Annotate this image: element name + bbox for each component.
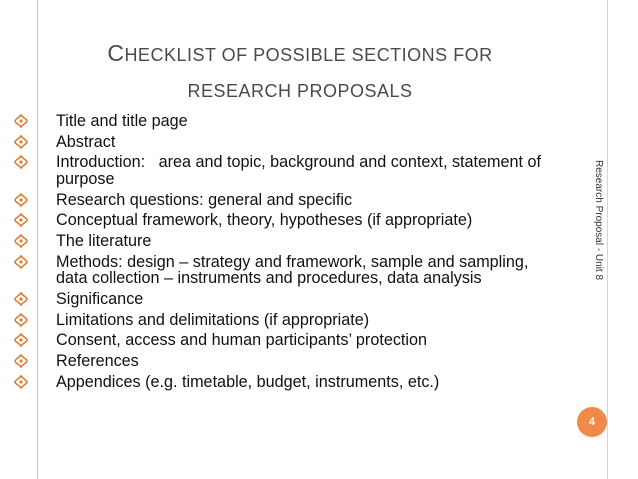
bullet-text: Consent, access and human participants’ protection xyxy=(56,331,428,350)
orange-flourish-icon xyxy=(14,333,28,347)
orange-flourish-icon xyxy=(14,255,28,269)
slide-title xyxy=(40,35,560,109)
bullet-item xyxy=(14,291,554,308)
side-label: Research Proposal - Unit 8 xyxy=(593,160,604,281)
orange-flourish-icon xyxy=(14,135,28,149)
orange-flourish-icon xyxy=(14,114,28,128)
bullet-text: The literature xyxy=(56,231,152,250)
frame-line-right xyxy=(607,0,608,479)
bullet-item xyxy=(14,374,554,391)
bullet-text: Appendices (e.g. timetable, budget, instruments, etc.) xyxy=(56,372,440,391)
bullet-item xyxy=(14,192,554,209)
orange-flourish-icon xyxy=(14,234,28,248)
orange-flourish-icon xyxy=(14,313,28,327)
bullet-item xyxy=(14,353,554,370)
bullet-text: References xyxy=(56,351,139,370)
bullet-text: Abstract xyxy=(56,132,116,151)
bullet-text: Conceptual framework, theory, hypotheses (if appropriate) xyxy=(56,211,473,230)
orange-flourish-icon xyxy=(14,354,28,368)
bullet-item xyxy=(14,113,554,130)
title-line-2: RESEARCH PROPOSALS xyxy=(187,81,413,101)
orange-flourish-icon xyxy=(14,375,28,389)
bullet-item xyxy=(14,332,554,349)
bullet-text: Title and title page xyxy=(56,112,188,130)
orange-flourish-icon xyxy=(14,193,28,207)
bullet-text: Introduction: area and topic, background and context, statement of purpose xyxy=(56,153,542,188)
title-cap: C xyxy=(107,40,125,66)
bullet-item xyxy=(14,233,554,250)
orange-flourish-icon xyxy=(14,213,28,227)
orange-flourish-icon xyxy=(14,292,28,306)
bullet-text: Limitations and delimitations (if appropriate) xyxy=(56,310,370,329)
bullet-item xyxy=(14,154,554,187)
bullet-item xyxy=(14,312,554,329)
orange-flourish-icon xyxy=(14,155,28,169)
bullet-text: Research questions: general and specific xyxy=(56,190,353,209)
page-number-badge xyxy=(577,407,607,437)
title-line-1-rest: HECKLIST OF POSSIBLE SECTIONS FOR xyxy=(124,45,493,65)
title-line-1 xyxy=(40,35,560,73)
bullet-text: Significance xyxy=(56,289,144,308)
bullet-list xyxy=(14,113,554,394)
bullet-item xyxy=(14,212,554,229)
page-number: 4 xyxy=(588,416,596,428)
bullet-text: Methods: design – strategy and framework, sample and sampling, data collection – instruments and procedures, data analysis xyxy=(56,252,529,288)
bullet-item xyxy=(14,134,554,151)
bullet-item xyxy=(14,254,554,287)
